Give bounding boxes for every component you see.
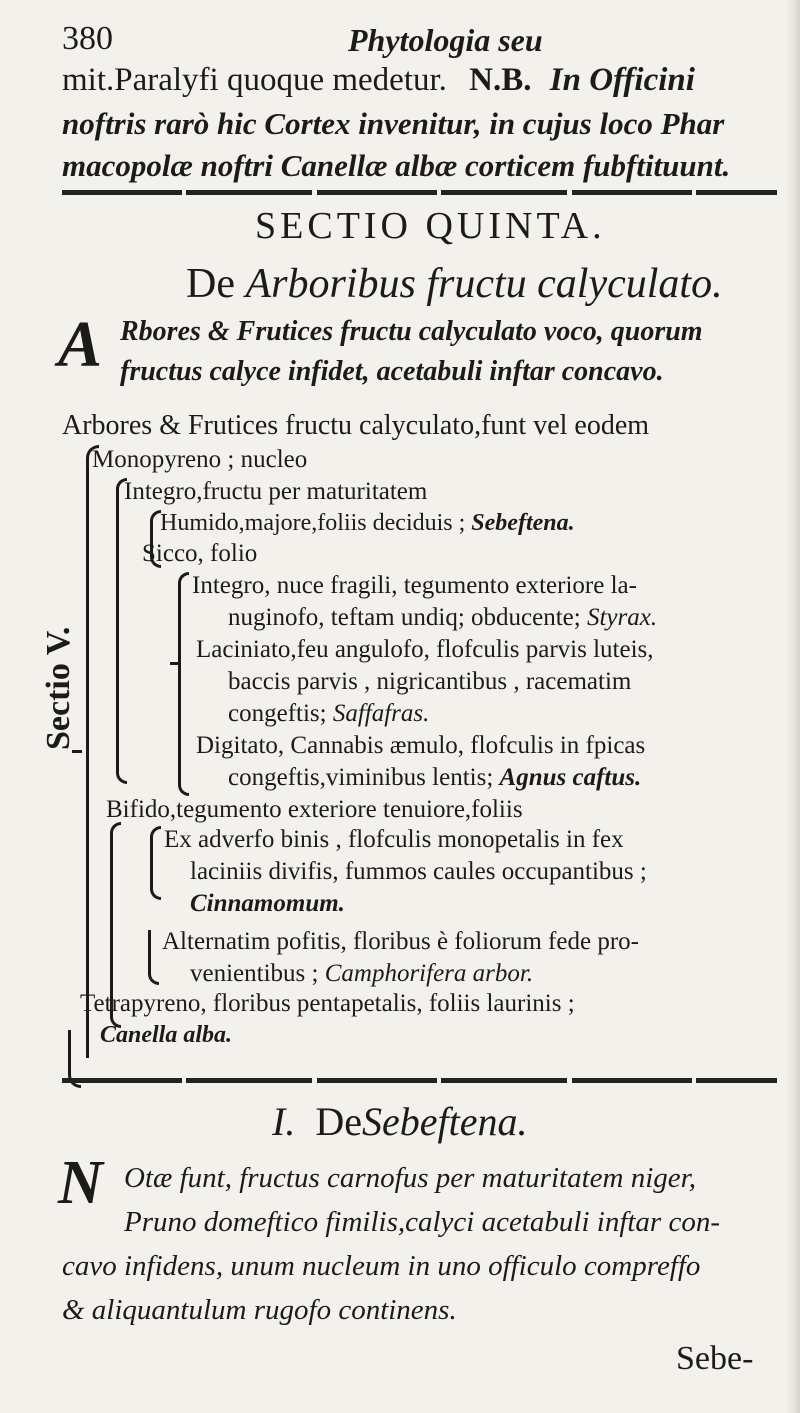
chapter-de: De — [315, 1099, 362, 1144]
section-subheading-title: Arboribus fructu calyculato. — [245, 261, 723, 307]
row-integro2-a: Integro, nuce fragili, tegumento exteriore la- — [192, 572, 637, 599]
row-alternatim-b — [190, 960, 533, 988]
row-monopyreno: Monopyreno ; nucleo — [92, 446, 308, 473]
intro-line-1 — [62, 62, 695, 99]
row-sicco: Sicco, folio — [142, 540, 258, 567]
row-adverso-a: Ex adverfo binis , flofculis monopetalis in fex — [164, 826, 624, 853]
notae-line-2: Pruno domeftico fimilis,calyci acetabuli inftar con- — [124, 1206, 721, 1238]
page-number: 380 — [62, 20, 113, 57]
row-integro2-plant: Styrax. — [586, 604, 658, 631]
section-subheading-de: De — [186, 261, 235, 307]
intro-line-3: macopolæ noftri Canellæ albæ corticem fubftituunt. — [62, 148, 731, 183]
notae-line-1: Otæ funt, fructus carnofus per maturitatem niger, — [124, 1162, 696, 1194]
brace-integro — [116, 478, 127, 784]
brace-folio-mid — [170, 662, 180, 665]
chapter-number: I. — [272, 1099, 296, 1144]
notae-line-3: cavo infidens, unum nucleum in uno officulo compreffo — [62, 1250, 701, 1282]
brace-monopyreno-mid — [72, 750, 82, 753]
row-alternatim-plant: Camphorifera arbor. — [324, 960, 534, 987]
row-laciniato-a: Laciniato,feu angulofo, flofculis parvis luteis, — [196, 636, 654, 663]
row-alternatim-text: venientibus ; — [190, 960, 319, 987]
intro-officinis: In Officini — [549, 62, 695, 98]
row-laciniato-plant: Saffafras. — [332, 700, 430, 727]
row-alternatim-a: Alternatim pofitis, floribus è foliorum fede pro- — [162, 928, 639, 955]
catchword: Sebe- — [676, 1340, 754, 1377]
chapter-rule — [62, 1078, 777, 1083]
row-tetrapyreno-plant: Canella alba. — [100, 1022, 233, 1048]
brace-alternatim — [148, 930, 159, 985]
definition-initial: A — [58, 308, 103, 381]
row-adverso-b: laciniis divifis, fummos caules occupantibus ; — [190, 858, 647, 885]
row-integro: Integro,fructu per maturitatem — [124, 478, 428, 505]
intro-nb: N.B. — [469, 62, 532, 98]
page-gutter-shadow — [786, 0, 800, 1413]
row-adverso-plant: Cinnamomum. — [190, 890, 345, 917]
row-digitato-text: congeftis,viminibus lentis; — [228, 764, 494, 791]
row-humido-text: Humido,majore,foliis deciduis ; — [160, 510, 466, 536]
row-laciniato-text: congeftis; — [228, 700, 327, 727]
notae-line-4: & aliquantulum rugofo continens. — [62, 1294, 457, 1326]
notae-initial: N — [58, 1149, 103, 1217]
table-intro: Arbores & Frutices fructu calyculato,funt vel eodem — [62, 410, 650, 441]
row-laciniato-c — [228, 700, 429, 728]
row-digitato-a: Digitato, Cannabis æmulo, flofculis in fpicas — [196, 732, 646, 759]
brace-folio — [178, 572, 189, 796]
chapter-title: Sebeftena. — [361, 1099, 528, 1144]
section-rule-top — [62, 190, 777, 195]
row-digitato-plant: Agnus caftus. — [499, 764, 642, 791]
side-label: Sectio V. — [40, 626, 77, 750]
intro-line-2: noftris rarò hic Cortex invenitur, in cujus loco Phar — [62, 106, 725, 141]
brace-monopyreno — [86, 445, 99, 1058]
running-title: Phytologia seu — [348, 22, 543, 58]
row-bifido: Bifido,tegumento exteriore tenuiore,foliis — [106, 796, 523, 823]
chapter-heading — [272, 1098, 527, 1145]
section-subheading — [186, 260, 723, 308]
row-humido — [160, 510, 575, 537]
intro-line-1-text: mit.Paralyfi quoque medetur. — [62, 62, 447, 98]
row-tetrapyreno: Tetrapyreno, floribus pentapetalis, foliis laurinis ; — [80, 990, 575, 1017]
row-integro2-b — [228, 604, 657, 632]
brace-adverso — [150, 826, 161, 900]
definition-line-2: fructus calyce infidet, acetabuli inftar concavo. — [120, 356, 664, 387]
row-digitato-b — [228, 764, 641, 792]
row-integro2-text: nuginofo, teftam undiq; obducente; — [228, 604, 581, 631]
section-heading: SECTIO QUINTA. — [255, 205, 606, 247]
row-humido-plant: Sebeftena. — [471, 510, 575, 536]
row-laciniato-b: baccis parvis , nigricantibus , racematim — [228, 668, 632, 695]
definition-line-1: Rbores & Frutices fructu calyculato voco, quorum — [120, 316, 703, 347]
